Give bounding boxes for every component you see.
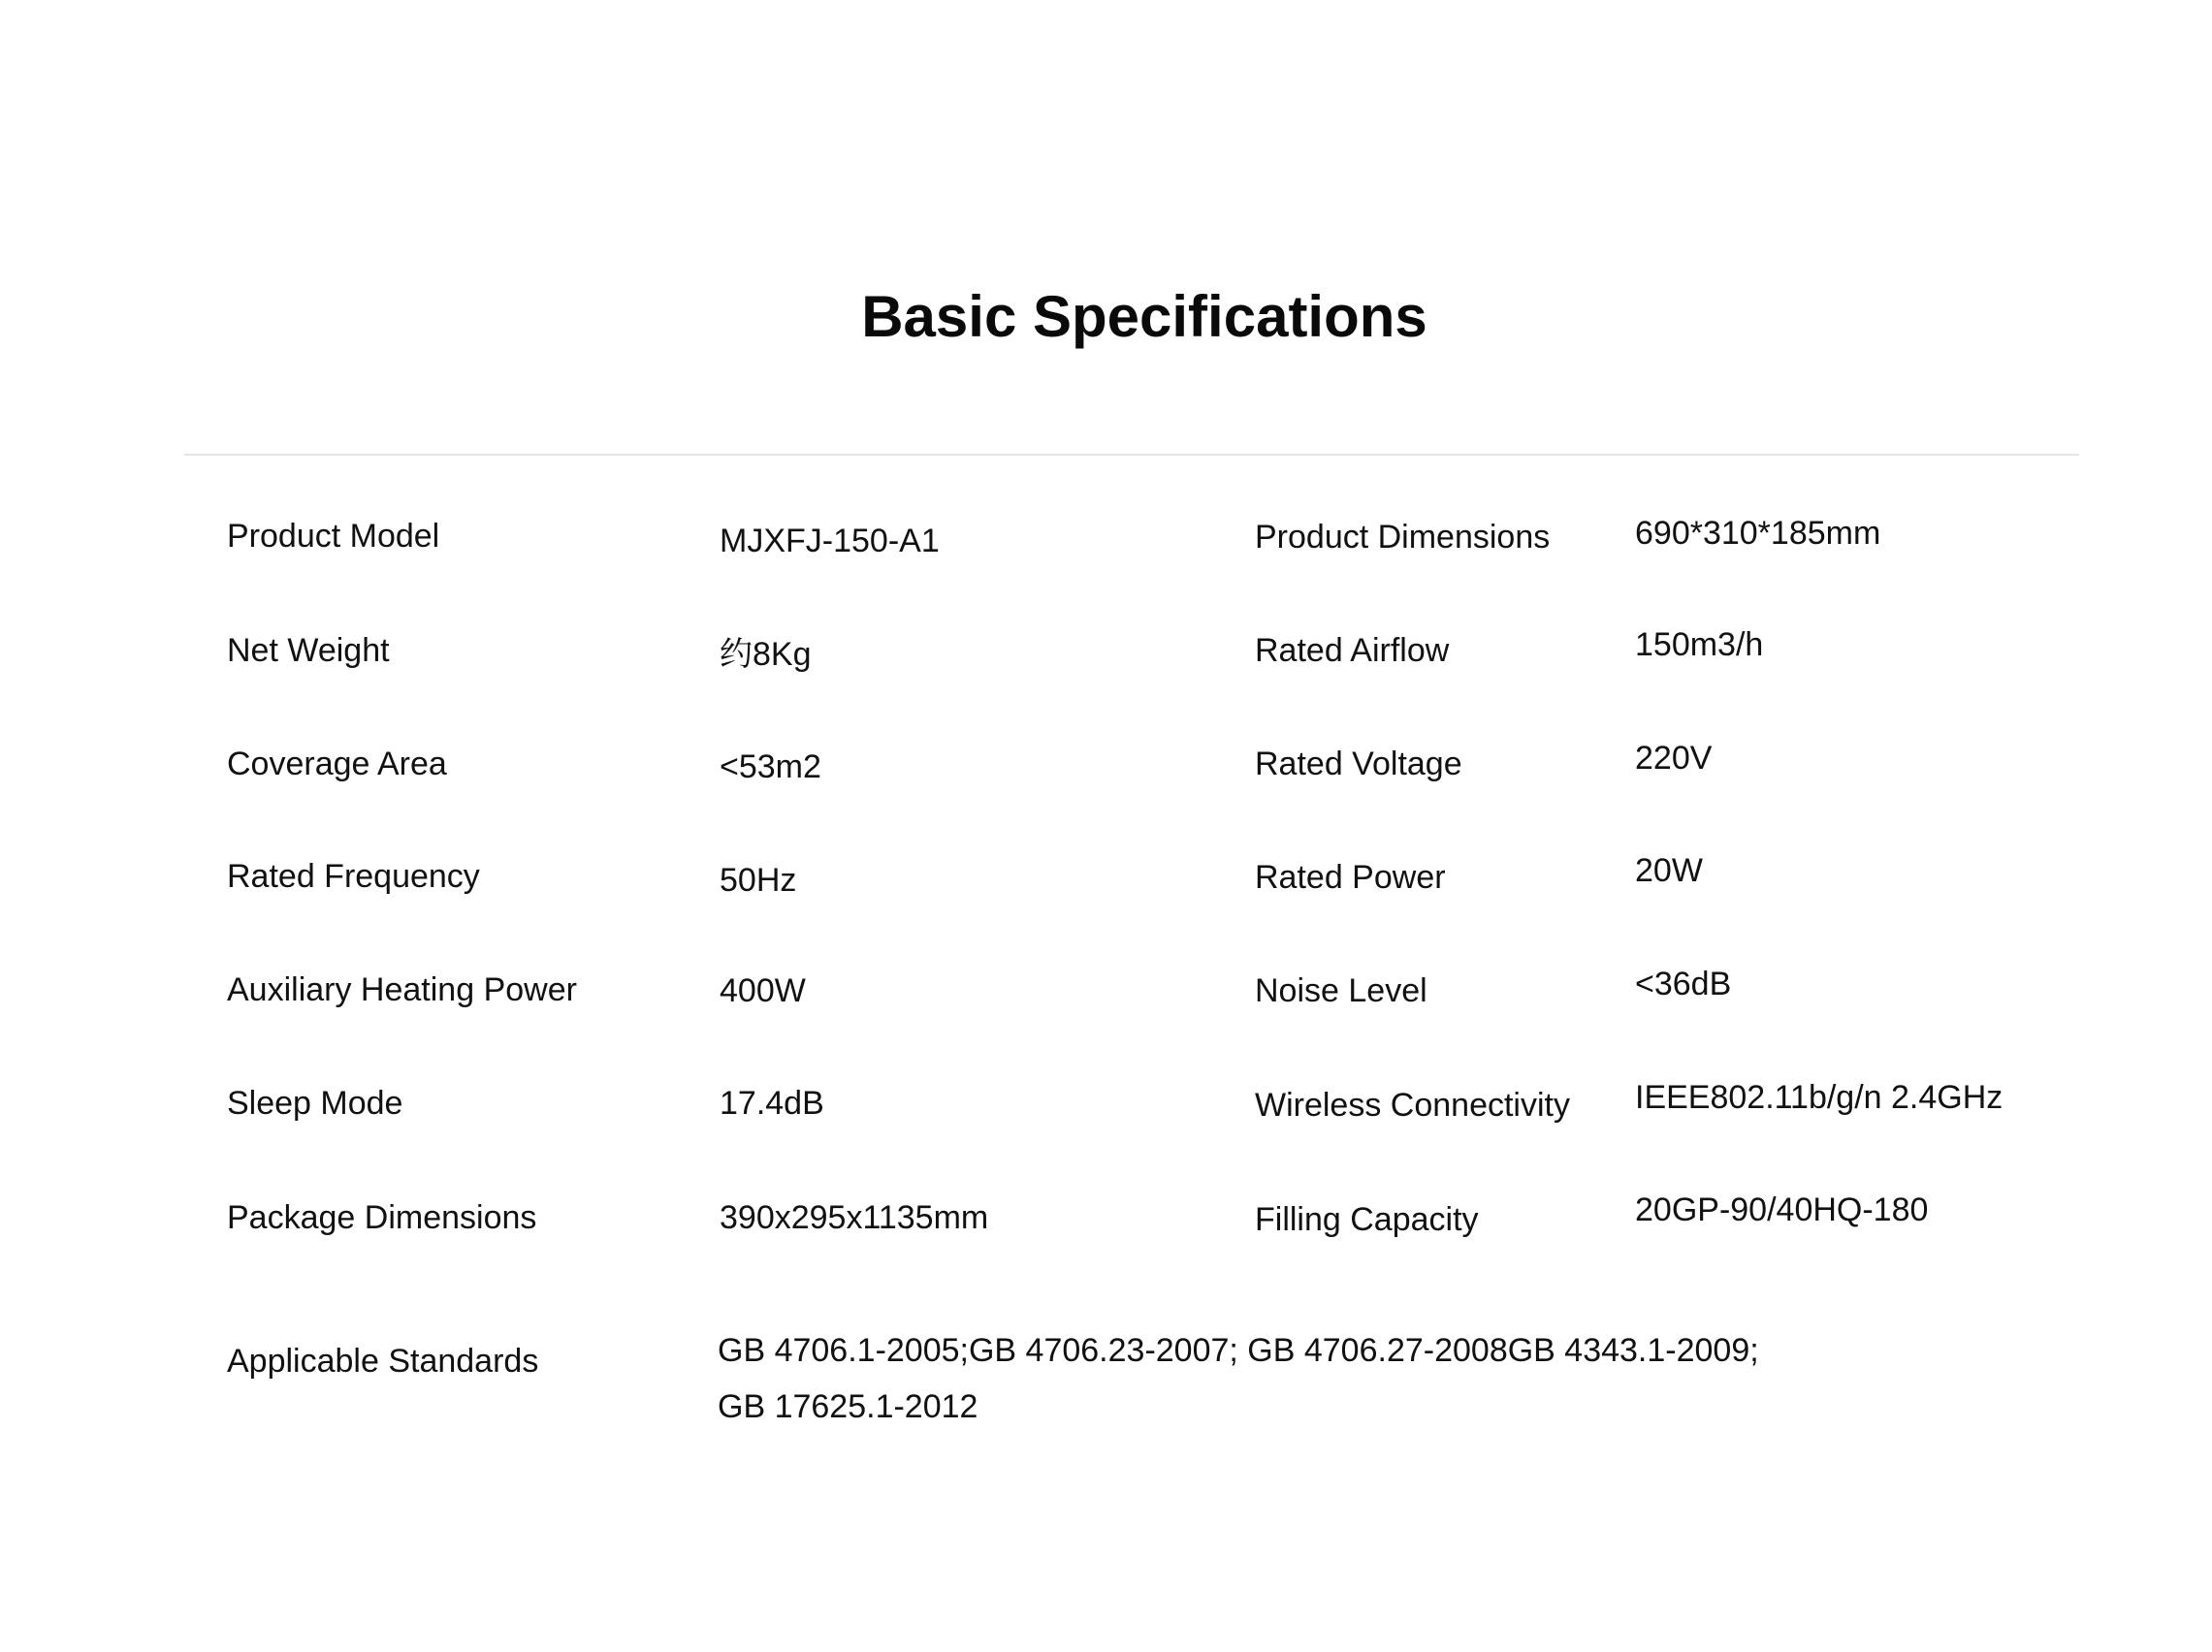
spec-value: 17.4dB — [720, 1085, 824, 1122]
spec-label: Wireless Connectivity — [1255, 1087, 1570, 1124]
spec-label: Product Dimensions — [1255, 519, 1551, 556]
standards-label: Applicable Standards — [227, 1343, 539, 1380]
standards-value — [718, 1322, 1759, 1435]
spec-label: Auxiliary Heating Power — [227, 971, 577, 1008]
spec-value: MJXFJ-150-A1 — [720, 523, 940, 559]
spec-label: Net Weight — [227, 632, 390, 669]
page-title: Basic Specifications — [861, 284, 1427, 349]
divider — [184, 454, 2079, 456]
spec-label: Product Model — [227, 518, 440, 555]
spec-value: <53m2 — [720, 748, 821, 785]
spec-value: IEEE802.11b/g/n 2.4GHz — [1635, 1079, 2004, 1116]
spec-label: Rated Voltage — [1255, 746, 1462, 782]
spec-value: 20GP-90/40HQ-180 — [1635, 1191, 1929, 1228]
spec-label: Rated Airflow — [1255, 632, 1450, 669]
spec-value: 220V — [1635, 740, 1713, 777]
spec-label: Package Dimensions — [227, 1199, 537, 1236]
spec-value: 150m3/h — [1635, 626, 1764, 663]
standards-line: GB 4706.1-2005;GB 4706.23-2007; GB 4706.27-2008GB 4343.1-2009; — [718, 1332, 1759, 1369]
spec-label: Noise Level — [1255, 972, 1427, 1009]
spec-value: 400W — [720, 972, 806, 1009]
spec-label: Rated Frequency — [227, 858, 480, 895]
spec-label: Coverage Area — [227, 746, 447, 782]
spec-label: Sleep Mode — [227, 1085, 403, 1122]
spec-value: 约8Kg — [720, 636, 812, 673]
spec-label: Filling Capacity — [1255, 1201, 1479, 1238]
spec-value: 20W — [1635, 852, 1703, 889]
spec-value: 390x295x1135mm — [720, 1199, 989, 1236]
spec-value: 690*310*185mm — [1635, 515, 1881, 552]
spec-value: <36dB — [1635, 966, 1732, 1002]
standards-line: GB 17625.1-2012 — [718, 1388, 978, 1425]
spec-label: Rated Power — [1255, 859, 1446, 896]
spec-value: 50Hz — [720, 862, 797, 899]
